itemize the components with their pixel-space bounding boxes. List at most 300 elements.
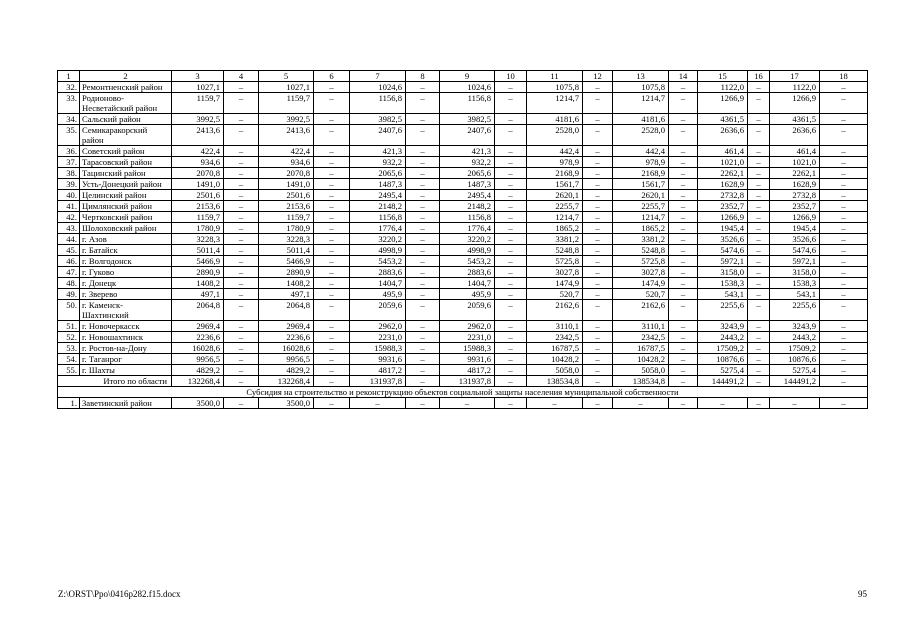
column-number-cell: 2	[80, 71, 172, 82]
value-cell: –	[748, 321, 770, 332]
value-cell: 15988,3	[350, 343, 406, 354]
value-cell: –	[314, 157, 350, 168]
value-cell: 1214,7	[527, 93, 583, 114]
value-cell: –	[583, 300, 613, 321]
total-value-cell: –	[583, 376, 613, 387]
value-cell: –	[748, 82, 770, 93]
table-row	[58, 365, 868, 376]
value-cell: –	[406, 289, 440, 300]
value-cell: –	[406, 212, 440, 223]
value-cell: –	[669, 267, 698, 278]
value-cell: 1865,2	[527, 223, 583, 234]
value-cell: 10876,6	[770, 354, 820, 365]
value-cell: –	[669, 278, 698, 289]
column-number-cell: 4	[224, 71, 259, 82]
value-cell: 5011,4	[172, 245, 224, 256]
value-cell: –	[748, 245, 770, 256]
value-cell: –	[820, 234, 868, 245]
table-row	[58, 278, 868, 289]
section-title: Субсидия на строительство и реконструкцию объектов социальной защиты населения муниципальной собственности	[58, 387, 868, 398]
value-cell: 1122,0	[770, 82, 820, 93]
value-cell: –	[669, 146, 698, 157]
table-row	[58, 354, 868, 365]
district-name-cell: г. Донецк	[80, 278, 172, 289]
district-name-cell: г. Ростов-на-Дону	[80, 343, 172, 354]
value-cell: –	[748, 300, 770, 321]
value-cell: –	[495, 354, 527, 365]
value-cell: 1266,9	[698, 212, 748, 223]
value-cell: 421,3	[440, 146, 495, 157]
value-cell: 3243,9	[770, 321, 820, 332]
value-cell: –	[495, 343, 527, 354]
district-name-cell: Родионово-Несветайский район	[80, 93, 172, 114]
total-value-cell: –	[495, 376, 527, 387]
value-cell: –	[224, 267, 259, 278]
value-cell: 3526,6	[698, 234, 748, 245]
value-cell: 4998,9	[350, 245, 406, 256]
row-number-cell: 51.	[58, 321, 80, 332]
value-cell: –	[583, 256, 613, 267]
value-cell: 3027,8	[613, 267, 669, 278]
value-cell: –	[820, 267, 868, 278]
value-cell: –	[748, 343, 770, 354]
value-cell: 3158,0	[698, 267, 748, 278]
value-cell: –	[495, 201, 527, 212]
column-number-cell: 1	[58, 71, 80, 82]
value-cell: –	[583, 321, 613, 332]
value-cell: 3381,2	[527, 234, 583, 245]
value-cell: 5275,4	[770, 365, 820, 376]
value-cell: –	[224, 365, 259, 376]
value-cell: 1027,1	[172, 82, 224, 93]
total-value-cell: 131937,8	[350, 376, 406, 387]
value-cell: –	[495, 321, 527, 332]
value-cell: 2153,6	[259, 201, 314, 212]
total-row	[58, 376, 868, 387]
value-cell: 9956,5	[259, 354, 314, 365]
value-cell: 1156,8	[350, 212, 406, 223]
value-cell: –	[224, 354, 259, 365]
value-cell: 1404,7	[350, 278, 406, 289]
value-cell: –	[748, 365, 770, 376]
value-cell: 2962,0	[350, 321, 406, 332]
value-cell: 4181,6	[613, 114, 669, 125]
table-row	[58, 267, 868, 278]
value-cell: 520,7	[613, 289, 669, 300]
value-cell: 1474,9	[613, 278, 669, 289]
value-cell: –	[820, 93, 868, 114]
value-cell: –	[748, 278, 770, 289]
value-cell: –	[314, 245, 350, 256]
value-cell: 17509,2	[770, 343, 820, 354]
value-cell: 2962,0	[440, 321, 495, 332]
table-row	[58, 114, 868, 125]
value-cell: 9956,5	[172, 354, 224, 365]
value-cell: 1408,2	[259, 278, 314, 289]
value-cell: –	[583, 354, 613, 365]
value-cell: –	[583, 82, 613, 93]
value-cell: –	[583, 332, 613, 343]
value-cell: –	[583, 157, 613, 168]
value-cell: –	[224, 289, 259, 300]
row-number-cell: 52.	[58, 332, 80, 343]
value-cell: 2443,2	[698, 332, 748, 343]
value-cell: 5453,2	[350, 256, 406, 267]
value-cell: 2342,5	[613, 332, 669, 343]
value-cell: –	[224, 300, 259, 321]
value-cell: –	[314, 179, 350, 190]
value-cell: –	[820, 278, 868, 289]
value-cell: –	[669, 93, 698, 114]
value-cell: –	[748, 354, 770, 365]
value-cell: –	[406, 343, 440, 354]
value-cell: –	[748, 234, 770, 245]
value-cell: 5466,9	[172, 256, 224, 267]
value-cell: –	[314, 300, 350, 321]
value-cell: 3992,5	[172, 114, 224, 125]
value-cell: –	[748, 146, 770, 157]
district-name-cell: г. Батайск	[80, 245, 172, 256]
value-cell: –	[820, 168, 868, 179]
value-cell: 1776,4	[350, 223, 406, 234]
value-cell: 442,4	[613, 146, 669, 157]
value-cell: 1408,2	[172, 278, 224, 289]
value-cell: 4817,2	[350, 365, 406, 376]
value-cell: 2413,6	[172, 125, 224, 146]
table-row	[58, 321, 868, 332]
value-cell: 2168,9	[527, 168, 583, 179]
value-cell: –	[495, 300, 527, 321]
value-cell: –	[495, 278, 527, 289]
value-cell: –	[669, 82, 698, 93]
column-number-cell: 13	[613, 71, 669, 82]
value-cell: –	[527, 398, 583, 409]
value-cell: –	[583, 365, 613, 376]
value-cell: –	[495, 289, 527, 300]
value-cell: –	[748, 256, 770, 267]
value-cell: –	[406, 201, 440, 212]
value-cell: 16787,5	[527, 343, 583, 354]
value-cell: –	[669, 125, 698, 146]
value-cell: –	[224, 234, 259, 245]
value-cell: 2148,2	[350, 201, 406, 212]
district-name-cell: Усть-Донецкий район	[80, 179, 172, 190]
value-cell: –	[820, 256, 868, 267]
value-cell: 2501,6	[259, 190, 314, 201]
value-cell: –	[820, 354, 868, 365]
value-cell: 9931,6	[440, 354, 495, 365]
value-cell: –	[314, 125, 350, 146]
value-cell: –	[583, 168, 613, 179]
total-value-cell: 144491,2	[698, 376, 748, 387]
district-name-cell: Семикаракорский район	[80, 125, 172, 146]
value-cell: –	[495, 245, 527, 256]
value-cell: 520,7	[527, 289, 583, 300]
value-cell: –	[224, 278, 259, 289]
value-cell: –	[748, 223, 770, 234]
value-cell: –	[669, 201, 698, 212]
value-cell: –	[770, 398, 820, 409]
value-cell: 3992,5	[259, 114, 314, 125]
district-name-cell: г. Каменск-Шахтинский	[80, 300, 172, 321]
table-row	[58, 256, 868, 267]
value-cell: 4361,5	[698, 114, 748, 125]
value-cell: 1474,9	[527, 278, 583, 289]
value-cell: 2231,0	[350, 332, 406, 343]
value-cell: –	[748, 267, 770, 278]
value-cell: –	[820, 343, 868, 354]
value-cell: 2064,8	[259, 300, 314, 321]
value-cell: –	[495, 398, 527, 409]
value-cell: –	[224, 146, 259, 157]
value-cell: 2732,8	[770, 190, 820, 201]
column-number-cell: 18	[820, 71, 868, 82]
district-name-cell: Цимлянский район	[80, 201, 172, 212]
value-cell: 5972,1	[770, 256, 820, 267]
value-cell: –	[440, 398, 495, 409]
district-name-cell: Тарасовский район	[80, 157, 172, 168]
value-cell: 3381,2	[613, 234, 669, 245]
total-value-cell: –	[224, 376, 259, 387]
district-name-cell: г. Гуково	[80, 267, 172, 278]
value-cell: 442,4	[527, 146, 583, 157]
footer-page-number: 95	[858, 589, 867, 599]
value-cell: 1021,0	[770, 157, 820, 168]
value-cell: 2255,7	[613, 201, 669, 212]
value-cell: 9931,6	[350, 354, 406, 365]
value-cell: 15988,3	[440, 343, 495, 354]
value-cell: –	[583, 190, 613, 201]
table-row	[58, 201, 868, 212]
value-cell: 461,4	[770, 146, 820, 157]
value-cell: –	[314, 398, 350, 409]
value-cell: 497,1	[172, 289, 224, 300]
value-cell: 4829,2	[259, 365, 314, 376]
value-cell: –	[820, 146, 868, 157]
value-cell: –	[669, 365, 698, 376]
value-cell: 2255,6	[698, 300, 748, 321]
value-cell: 2162,6	[613, 300, 669, 321]
value-cell: –	[406, 157, 440, 168]
value-cell: –	[314, 114, 350, 125]
value-cell: –	[583, 223, 613, 234]
value-cell: –	[314, 278, 350, 289]
value-cell: 5011,4	[259, 245, 314, 256]
value-cell: 1156,8	[440, 93, 495, 114]
value-cell: 2969,4	[172, 321, 224, 332]
value-cell: 495,9	[440, 289, 495, 300]
value-cell: 1491,0	[259, 179, 314, 190]
value-cell: –	[583, 289, 613, 300]
value-cell: –	[820, 289, 868, 300]
value-cell: 2148,2	[440, 201, 495, 212]
value-cell: –	[748, 179, 770, 190]
value-cell: 16028,6	[259, 343, 314, 354]
column-number-cell: 15	[698, 71, 748, 82]
value-cell: 978,9	[613, 157, 669, 168]
value-cell: –	[820, 157, 868, 168]
value-cell: 495,9	[350, 289, 406, 300]
row-number-cell: 53.	[58, 343, 80, 354]
value-cell: –	[314, 201, 350, 212]
value-cell: –	[224, 168, 259, 179]
value-cell: –	[224, 212, 259, 223]
value-cell: –	[495, 212, 527, 223]
total-value-cell: 138534,8	[613, 376, 669, 387]
total-value-cell: 144491,2	[770, 376, 820, 387]
value-cell: 422,4	[259, 146, 314, 157]
value-cell: –	[698, 398, 748, 409]
value-cell: –	[583, 93, 613, 114]
value-cell: –	[583, 234, 613, 245]
value-cell: 4829,2	[172, 365, 224, 376]
value-cell: –	[669, 114, 698, 125]
value-cell: –	[495, 146, 527, 157]
value-cell: –	[224, 332, 259, 343]
value-cell: 1214,7	[527, 212, 583, 223]
value-cell: 3228,3	[259, 234, 314, 245]
value-cell: 1628,9	[698, 179, 748, 190]
value-cell: –	[669, 168, 698, 179]
value-cell: 4998,9	[440, 245, 495, 256]
value-cell: –	[495, 168, 527, 179]
value-cell: 1776,4	[440, 223, 495, 234]
value-cell: –	[314, 256, 350, 267]
value-cell: 932,2	[440, 157, 495, 168]
value-cell: –	[748, 157, 770, 168]
value-cell: –	[495, 332, 527, 343]
value-cell: 2262,1	[770, 168, 820, 179]
total-value-cell: –	[748, 376, 770, 387]
value-cell: 1945,4	[698, 223, 748, 234]
district-name-cell: Советский район	[80, 146, 172, 157]
value-cell: –	[583, 179, 613, 190]
value-cell: –	[820, 114, 868, 125]
value-cell: 2352,7	[698, 201, 748, 212]
value-cell: –	[406, 190, 440, 201]
district-name-cell: Чертковский район	[80, 212, 172, 223]
value-cell: –	[314, 168, 350, 179]
value-cell: 3220,2	[350, 234, 406, 245]
value-cell: –	[748, 190, 770, 201]
value-cell: 1865,2	[613, 223, 669, 234]
value-cell: 1404,7	[440, 278, 495, 289]
value-cell: 1561,7	[613, 179, 669, 190]
row-number-cell: 32.	[58, 82, 80, 93]
value-cell: 5453,2	[440, 256, 495, 267]
value-cell: 1159,7	[259, 212, 314, 223]
value-cell: 5972,1	[698, 256, 748, 267]
value-cell: 1628,9	[770, 179, 820, 190]
value-cell: –	[495, 125, 527, 146]
value-cell: –	[314, 146, 350, 157]
value-cell: 2495,4	[440, 190, 495, 201]
column-number-cell: 7	[350, 71, 406, 82]
value-cell: 2501,6	[172, 190, 224, 201]
value-cell: 5058,0	[613, 365, 669, 376]
value-cell: –	[314, 332, 350, 343]
value-cell: –	[613, 398, 669, 409]
value-cell: –	[748, 201, 770, 212]
value-cell: –	[669, 343, 698, 354]
value-cell: –	[748, 212, 770, 223]
value-cell: 10428,2	[613, 354, 669, 365]
value-cell: 5058,0	[527, 365, 583, 376]
value-cell: 1561,7	[527, 179, 583, 190]
value-cell: 2890,9	[172, 267, 224, 278]
value-cell: –	[583, 398, 613, 409]
value-cell: 2262,1	[698, 168, 748, 179]
value-cell: 3526,6	[770, 234, 820, 245]
value-cell: –	[748, 168, 770, 179]
value-cell: –	[314, 82, 350, 93]
value-cell: 1487,3	[440, 179, 495, 190]
value-cell: –	[406, 332, 440, 343]
value-cell: –	[406, 321, 440, 332]
district-name-cell: г. Зверево	[80, 289, 172, 300]
value-cell: 422,4	[172, 146, 224, 157]
column-number-cell: 9	[440, 71, 495, 82]
value-cell: –	[495, 190, 527, 201]
value-cell: –	[669, 256, 698, 267]
district-name-cell: г. Шахты	[80, 365, 172, 376]
value-cell: –	[406, 168, 440, 179]
value-cell: 2064,8	[172, 300, 224, 321]
value-cell: –	[406, 82, 440, 93]
value-cell: –	[224, 82, 259, 93]
value-cell: –	[669, 179, 698, 190]
value-cell: –	[224, 223, 259, 234]
value-cell: 2528,0	[613, 125, 669, 146]
value-cell: –	[583, 125, 613, 146]
total-value-cell: –	[406, 376, 440, 387]
value-cell: 2413,6	[259, 125, 314, 146]
value-cell: –	[314, 289, 350, 300]
value-cell: 2236,6	[172, 332, 224, 343]
value-cell: 2255,7	[527, 201, 583, 212]
value-cell: –	[224, 398, 259, 409]
value-cell: –	[495, 179, 527, 190]
value-cell: –	[495, 267, 527, 278]
value-cell: 3220,2	[440, 234, 495, 245]
value-cell: –	[583, 212, 613, 223]
value-cell: 932,2	[350, 157, 406, 168]
row-number-cell: 40.	[58, 190, 80, 201]
value-cell: 1538,3	[698, 278, 748, 289]
value-cell: 2059,6	[440, 300, 495, 321]
value-cell: 17509,2	[698, 343, 748, 354]
value-cell: –	[406, 354, 440, 365]
value-cell: 1266,9	[770, 93, 820, 114]
value-cell: 4181,6	[527, 114, 583, 125]
row-number-cell: 55.	[58, 365, 80, 376]
value-cell: –	[314, 354, 350, 365]
value-cell: –	[583, 146, 613, 157]
row-number-cell: 33.	[58, 93, 80, 114]
value-cell: 934,6	[259, 157, 314, 168]
value-cell: –	[669, 332, 698, 343]
value-cell: –	[495, 82, 527, 93]
column-number-cell: 12	[583, 71, 613, 82]
value-cell: –	[820, 398, 868, 409]
row-number-cell: 37.	[58, 157, 80, 168]
value-cell: –	[820, 82, 868, 93]
value-cell: –	[350, 398, 406, 409]
value-cell: 2620,1	[613, 190, 669, 201]
value-cell: –	[820, 300, 868, 321]
value-cell: –	[406, 365, 440, 376]
value-cell: 2495,4	[350, 190, 406, 201]
